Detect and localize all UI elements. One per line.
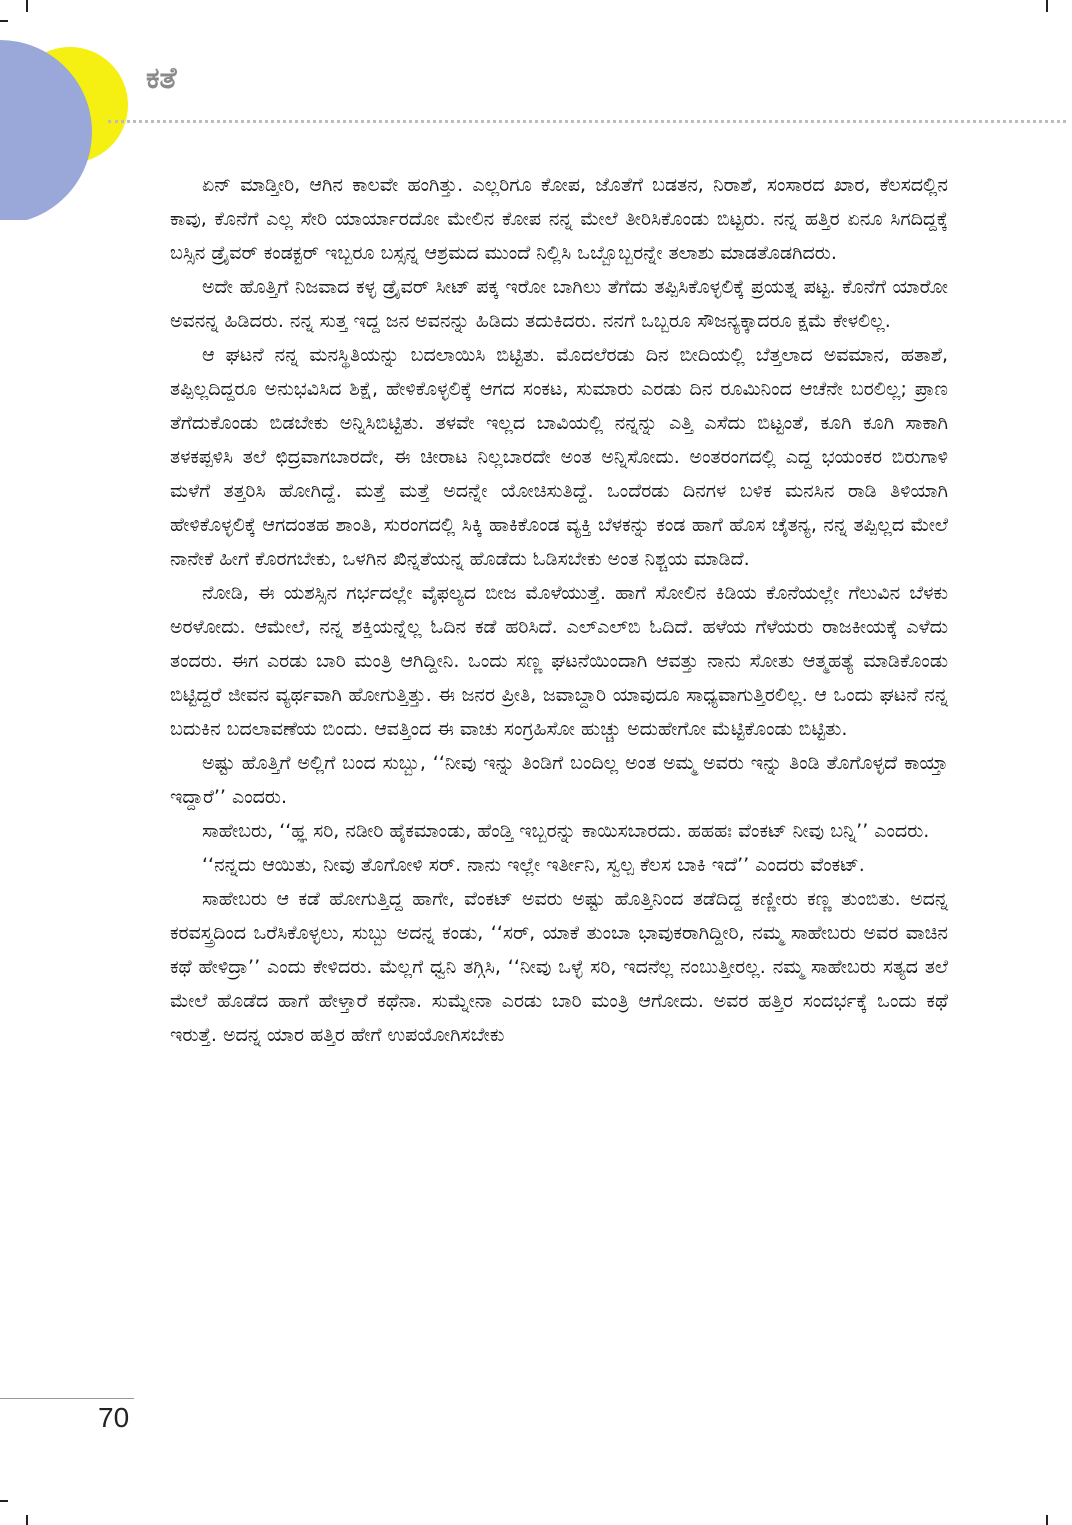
- dotted-divider: [108, 120, 1066, 123]
- paragraph: ಸಾಹೇಬರು, ‘‘ಹ್ಞ ಸರಿ, ನಡೀರಿ ಹೈಕಮಾಂಡು, ಹೆಂಡ್ತಿ ಇಬ್ಬರನ್ನು ಕಾಯಿಸಬಾರದು. ಹಹಹಃ ವೆಂಕಟ್ ನೀವು ಬನ್ನಿ’’ ಎಂದರು.: [202, 820, 930, 842]
- paragraph: ಅಷ್ಟು ಹೊತ್ತಿಗೆ ಅಲ್ಲಿಗೆ ಬಂದ ಸುಬ್ಬು, ‘‘ನೀವು ಇನ್ನು ತಿಂಡಿಗೆ ಬಂದಿಲ್ಲ ಅಂತ ಅಮ್ಮ ಅವರು ಇನ್ನು ತಿಂಡಿ ತೊಗೊಳ್ಳದೆ ಕಾಯ್ತಾ ಇದ್ದಾರೆ’’ ಎಂದರು.: [170, 752, 948, 808]
- page-number: 70: [98, 1402, 130, 1433]
- crop-mark-left-bottom: [0, 1500, 8, 1502]
- footer-rule: [0, 1398, 134, 1399]
- crop-mark-top-right: [1046, 0, 1048, 12]
- section-title: ಕತೆ: [146, 61, 177, 96]
- paragraph: ‘‘ನನ್ನದು ಆಯಿತು, ನೀವು ತೊಗೋಳಿ ಸರ್. ನಾನು ಇಲ್ಲೇ ಇರ್ತೀನಿ, ಸ್ವಲ್ಪ ಕೆಲಸ ಬಾಕಿ ಇದೆ’’ ಎಂದರು ವೆಂಕಟ್.: [202, 854, 865, 876]
- story-body: [170, 168, 948, 1052]
- paragraph: ಸಾಹೇಬರು ಆ ಕಡೆ ಹೋಗುತ್ತಿದ್ದ ಹಾಗೇ, ವೆಂಕಟ್ ಅವರು ಅಷ್ಟು ಹೊತ್ತಿನಿಂದ ತಡೆದಿದ್ದ ಕಣ್ಣೀರು ಕಣ್ಣ ತುಂಬಿತು. ಅದನ್ನ ಕರವಸ್ತ್ರದಿಂದ ಒರೆಸಿಕೊಳ್ಳಲು, ಸುಬ್ಬು ಅದನ್ನ ಕಂಡು, ‘‘ಸರ್, ಯಾಕೆ ತುಂಬಾ ಭಾವುಕರಾಗಿದ್ದೀರಿ, ನಮ್ಮ ಸಾಹೇಬರು ಅವರ ವಾಚಿನ ಕಥೆ ಹೇಳಿದ್ರಾ’’ ಎಂದು ಕೇಳಿದರು. ಮೆಲ್ಲಗೆ ಧ್ವನಿ ತಗ್ಗಿಸಿ, ‘‘ನೀವು ಒಳ್ಳೆ ಸರಿ, ಇದನೆಲ್ಲ ನಂಬುತ್ತೀರಲ್ಲ. ನಮ್ಮ ಸಾಹೇಬರು ಸತ್ಯದ ತಲೆ ಮೇಲೆ ಹೊಡೆದ ಹಾಗೆ ಹೇಳ್ತಾರೆ ಕಥೆನಾ. ಸುಮ್ನೇನಾ ಎರಡು ಬಾರಿ ಮಂತ್ರಿ ಆಗೋದು. ಅವರ ಹತ್ತಿರ ಸಂದರ್ಭಕ್ಕೆ ಒಂದು ಕಥೆ ಇರುತ್ತೆ. ಅದನ್ನ ಯಾರ ಹತ್ತಿರ ಹೇಗೆ ಉಪಯೋಗಿಸಬೇಕು: [170, 888, 948, 1046]
- paragraph: ಅದೇ ಹೊತ್ತಿಗೆ ನಿಜವಾದ ಕಳ್ಳ ಡ್ರೈವರ್ ಸೀಟ್ ಪಕ್ಕ ಇರೋ ಬಾಗಿಲು ತೆಗೆದು ತಪ್ಪಿಸಿಕೊಳ್ಳಲಿಕ್ಕೆ ಪ್ರಯತ್ನ ಪಟ್ಟ. ಕೊನೆಗೆ ಯಾರೋ ಅವನನ್ನ ಹಿಡಿದರು. ನನ್ನ ಸುತ್ತ ಇದ್ದ ಜನ ಅವನನ್ನು ಹಿಡಿದು ತದುಕಿದರು. ನನಗೆ ಒಬ್ಬರೂ ಸೌಜನ್ಯಕ್ಕಾದರೂ ಕ್ಷಮೆ ಕೇಳಲಿಲ್ಲ.: [170, 276, 948, 332]
- crop-mark-bottom-right: [1046, 1515, 1048, 1525]
- paragraph: ಆ ಘಟನೆ ನನ್ನ ಮನಸ್ಥಿತಿಯನ್ನು ಬದಲಾಯಿಸಿ ಬಿಟ್ಟಿತು. ಮೊದಲೆರಡು ದಿನ ಬೀದಿಯಲ್ಲಿ ಬೆತ್ತಲಾದ ಅವಮಾನ, ಹತಾಶೆ, ತಪ್ಪಿಲ್ಲದಿದ್ದರೂ ಅನುಭವಿಸಿದ ಶಿಕ್ಷೆ, ಹೇಳಿಕೊಳ್ಳಲಿಕ್ಕೆ ಆಗದ ಸಂಕಟ, ಸುಮಾರು ಎರಡು ದಿನ ರೂಮಿನಿಂದ ಆಚೆನೇ ಬರಲಿಲ್ಲ; ಪ್ರಾಣ ತೆಗೆದುಕೊಂಡು ಬಿಡಬೇಕು ಅನ್ನಿಸಿಬಿಟ್ಟಿತು. ತಳವೇ ಇಲ್ಲದ ಬಾವಿಯಲ್ಲಿ ನನ್ನನ್ನು ಎತ್ತಿ ಎಸೆದು ಬಿಟ್ಟಂತೆ, ಕೂಗಿ ಕೂಗಿ ಸಾಕಾಗಿ ತಳಕಪ್ಪಳಿಸಿ ತಲೆ ಛಿದ್ರವಾಗಬಾರದೇ, ಈ ಚೀರಾಟ ನಿಲ್ಲಬಾರದೇ ಅಂತ ಅನ್ನಿಸೋದು. ಅಂತರಂಗದಲ್ಲಿ ಎದ್ದ ಭಯಂಕರ ಬಿರುಗಾಳಿ ಮಳೆಗೆ ತತ್ತರಿಸಿ ಹೋಗಿದ್ದೆ. ಮತ್ತೆ ಮತ್ತೆ ಅದನ್ನೇ ಯೋಚಿಸುತಿದ್ದೆ. ಒಂದೆರಡು ದಿನಗಳ ಬಳಿಕ ಮನಸಿನ ರಾಡಿ ತಿಳಿಯಾಗಿ ಹೇಳಿಕೊಳ್ಳಲಿಕ್ಕೆ ಆಗದಂತಹ ಶಾಂತಿ, ಸುರಂಗದಲ್ಲಿ ಸಿಕ್ಕಿ ಹಾಕಿಕೊಂಡ ವ್ಯಕ್ತಿ ಬೆಳಕನ್ನು ಕಂಡ ಹಾಗೆ ಹೊಸ ಚೈತನ್ಯ, ನನ್ನ ತಪ್ಪಿಲ್ಲದ ಮೇಲೆ ನಾನೇಕೆ ಹೀಗೆ ಕೊರಗಬೇಕು, ಒಳಗಿನ ಖಿನ್ನತೆಯನ್ನ ಹೊಡೆದು ಓಡಿಸಬೇಕು ಅಂತ ನಿಶ್ಚಯ ಮಾಡಿದೆ.: [170, 344, 948, 570]
- paragraph: ನೋಡಿ, ಈ ಯಶಸ್ಸಿನ ಗರ್ಭದಲ್ಲೇ ವೈಫಲ್ಯದ ಬೀಜ ಮೊಳೆಯುತ್ತೆ. ಹಾಗೆ ಸೋಲಿನ ಕಿಡಿಯ ಕೊನೆಯಲ್ಲೇ ಗೆಲುವಿನ ಬೆಳಕು ಅರಳೋದು. ಆಮೇಲೆ, ನನ್ನ ಶಕ್ತಿಯನ್ನೆಲ್ಲ ಓದಿನ ಕಡೆ ಹರಿಸಿದೆ. ಎಲ್ಎಲ್‌ಬಿ ಓದಿದೆ. ಹಳೆಯ ಗೆಳೆಯರು ರಾಜಕೀಯಕ್ಕೆ ಎಳೆದು ತಂದರು. ಈಗ ಎರಡು ಬಾರಿ ಮಂತ್ರಿ ಆಗಿದ್ದೀನಿ. ಒಂದು ಸಣ್ಣ ಘಟನೆಯಿಂದಾಗಿ ಆವತ್ತು ನಾನು ಸೋತು ಆತ್ಮಹತ್ಯೆ ಮಾಡಿಕೊಂಡು ಬಿಟ್ಟಿದ್ದರೆ ಜೀವನ ವ್ಯರ್ಥವಾಗಿ ಹೋಗುತ್ತಿತ್ತು. ಈ ಜನರ ಪ್ರೀತಿ, ಜವಾಬ್ದಾರಿ ಯಾವುದೂ ಸಾಧ್ಯವಾಗುತ್ತಿರಲಿಲ್ಲ. ಆ ಒಂದು ಘಟನೆ ನನ್ನ ಬದುಕಿನ ಬದಲಾವಣೆಯ ಬಿಂದು. ಆವತ್ತಿಂದ ಈ ವಾಚು ಸಂಗ್ರಹಿಸೋ ಹುಚ್ಚು ಅದುಹೇಗೋ ಮೆಟ್ಟಿಕೊಂಡು ಬಿಟ್ಟಿತು.: [170, 582, 948, 740]
- crop-mark-bottom-left: [26, 1515, 28, 1525]
- paragraph: ಏನ್ ಮಾಡ್ತೀರಿ, ಆಗಿನ ಕಾಲವೇ ಹಂಗಿತ್ತು. ಎಲ್ಲರಿಗೂ ಕೋಪ, ಜೊತೆಗೆ ಬಡತನ, ನಿರಾಶೆ, ಸಂಸಾರದ ಖಾರ, ಕೆಲಸದಲ್ಲಿನ ಕಾವು, ಕೊನೆಗೆ ಎಲ್ಲ ಸೇರಿ ಯಾರ್ಯಾರದೋ ಮೇಲಿನ ಕೋಪ ನನ್ನ ಮೇಲೆ ತೀರಿಸಿಕೊಂಡು ಬಿಟ್ಟರು. ನನ್ನ ಹತ್ತಿರ ಏನೂ ಸಿಗದಿದ್ದಕ್ಕೆ ಬಸ್ಸಿನ ಡ್ರೈವರ್ ಕಂಡಕ್ಟರ್ ಇಬ್ಬರೂ ಬಸ್ಸನ್ನ ಆಶ್ರಮದ ಮುಂದೆ ನಿಲ್ಲಿಸಿ ಒಬ್ಬೊಬ್ಬರನ್ನೇ ತಲಾಶು ಮಾಡತೊಡಗಿದರು.: [170, 174, 948, 264]
- decorative-circles: [0, 0, 160, 220]
